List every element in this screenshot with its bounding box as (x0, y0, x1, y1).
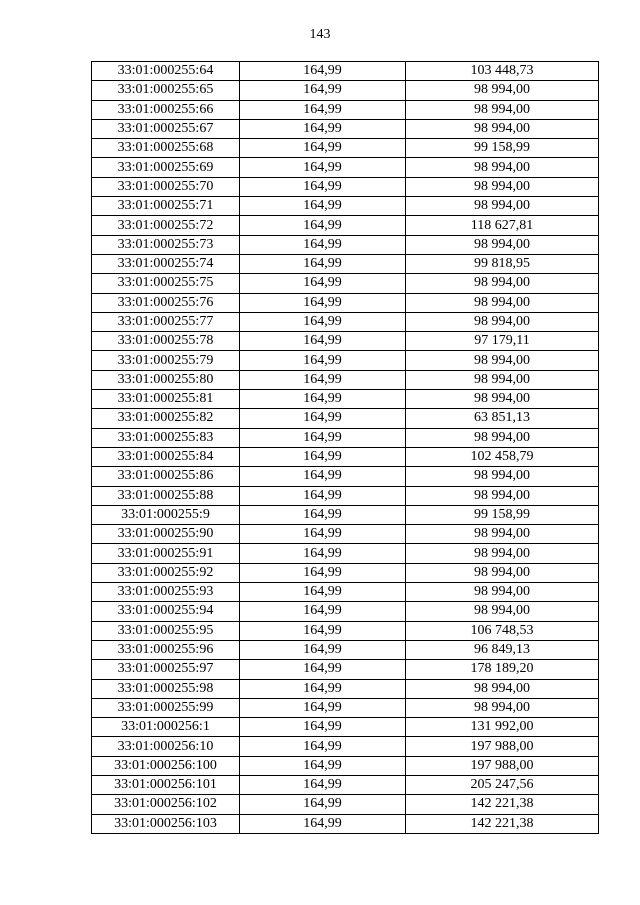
table-row (92, 197, 599, 216)
table-row (92, 583, 599, 602)
value-cell: 98 994,00 (406, 293, 599, 312)
table-row (92, 312, 599, 331)
cadastral-number-cell: 33:01:000255:95 (92, 621, 240, 640)
cadastral-number-cell: 33:01:000255:80 (92, 370, 240, 389)
table-row (92, 370, 599, 389)
value-cell: 98 994,00 (406, 274, 599, 293)
area-cell: 164,99 (240, 447, 406, 466)
table-row (92, 795, 599, 814)
cadastral-number-cell: 33:01:000255:98 (92, 679, 240, 698)
value-cell: 98 994,00 (406, 679, 599, 698)
value-cell: 197 988,00 (406, 756, 599, 775)
area-cell: 164,99 (240, 409, 406, 428)
table-row (92, 409, 599, 428)
area-cell: 164,99 (240, 254, 406, 273)
area-cell: 164,99 (240, 158, 406, 177)
cadastral-number-cell: 33:01:000255:69 (92, 158, 240, 177)
cadastral-number-cell: 33:01:000255:71 (92, 197, 240, 216)
table-row (92, 100, 599, 119)
table-row (92, 81, 599, 100)
area-cell: 164,99 (240, 795, 406, 814)
area-cell: 164,99 (240, 351, 406, 370)
cadastral-number-cell: 33:01:000255:66 (92, 100, 240, 119)
cadastral-number-cell: 33:01:000256:101 (92, 775, 240, 794)
cadastral-number-cell: 33:01:000256:102 (92, 795, 240, 814)
value-cell: 96 849,13 (406, 640, 599, 659)
value-cell: 98 994,00 (406, 563, 599, 582)
value-cell: 98 994,00 (406, 428, 599, 447)
value-cell: 142 221,38 (406, 795, 599, 814)
value-cell: 118 627,81 (406, 216, 599, 235)
cadastral-number-cell: 33:01:000255:68 (92, 139, 240, 158)
area-cell: 164,99 (240, 775, 406, 794)
value-cell: 205 247,56 (406, 775, 599, 794)
area-cell: 164,99 (240, 332, 406, 351)
cadastral-number-cell: 33:01:000255:81 (92, 390, 240, 409)
table-row (92, 679, 599, 698)
table-row (92, 235, 599, 254)
value-cell: 98 994,00 (406, 698, 599, 717)
table-row (92, 814, 599, 833)
cadastral-number-cell: 33:01:000255:83 (92, 428, 240, 447)
area-cell: 164,99 (240, 525, 406, 544)
table-row (92, 544, 599, 563)
table-row (92, 602, 599, 621)
area-cell: 164,99 (240, 235, 406, 254)
data-table (91, 61, 599, 834)
value-cell: 63 851,13 (406, 409, 599, 428)
value-cell: 106 748,53 (406, 621, 599, 640)
area-cell: 164,99 (240, 119, 406, 138)
area-cell: 164,99 (240, 390, 406, 409)
value-cell: 98 994,00 (406, 583, 599, 602)
cadastral-number-cell: 33:01:000255:96 (92, 640, 240, 659)
cadastral-number-cell: 33:01:000255:72 (92, 216, 240, 235)
cadastral-number-cell: 33:01:000255:84 (92, 447, 240, 466)
area-cell: 164,99 (240, 679, 406, 698)
table-row (92, 216, 599, 235)
value-cell: 98 994,00 (406, 235, 599, 254)
area-cell: 164,99 (240, 274, 406, 293)
area-cell: 164,99 (240, 660, 406, 679)
cadastral-number-cell: 33:01:000255:82 (92, 409, 240, 428)
cadastral-number-cell: 33:01:000255:76 (92, 293, 240, 312)
cadastral-number-cell: 33:01:000256:10 (92, 737, 240, 756)
table-row (92, 467, 599, 486)
cadastral-number-cell: 33:01:000255:79 (92, 351, 240, 370)
value-cell: 98 994,00 (406, 486, 599, 505)
area-cell: 164,99 (240, 312, 406, 331)
table-row (92, 274, 599, 293)
value-cell: 98 994,00 (406, 100, 599, 119)
cadastral-number-cell: 33:01:000255:99 (92, 698, 240, 717)
value-cell: 98 994,00 (406, 467, 599, 486)
area-cell: 164,99 (240, 216, 406, 235)
area-cell: 164,99 (240, 428, 406, 447)
area-cell: 164,99 (240, 505, 406, 524)
value-cell: 98 994,00 (406, 158, 599, 177)
cadastral-number-cell: 33:01:000255:86 (92, 467, 240, 486)
value-cell: 97 179,11 (406, 332, 599, 351)
area-cell: 164,99 (240, 544, 406, 563)
table-row (92, 756, 599, 775)
table-row (92, 563, 599, 582)
value-cell: 131 992,00 (406, 718, 599, 737)
value-cell: 98 994,00 (406, 177, 599, 196)
table-row (92, 332, 599, 351)
value-cell: 99 158,99 (406, 505, 599, 524)
area-cell: 164,99 (240, 583, 406, 602)
cadastral-number-cell: 33:01:000255:90 (92, 525, 240, 544)
table-row (92, 737, 599, 756)
value-cell: 98 994,00 (406, 119, 599, 138)
value-cell: 98 994,00 (406, 544, 599, 563)
area-cell: 164,99 (240, 197, 406, 216)
table-row (92, 390, 599, 409)
area-cell: 164,99 (240, 139, 406, 158)
area-cell: 164,99 (240, 718, 406, 737)
value-cell: 142 221,38 (406, 814, 599, 833)
cadastral-number-cell: 33:01:000255:9 (92, 505, 240, 524)
cadastral-number-cell: 33:01:000255:75 (92, 274, 240, 293)
area-cell: 164,99 (240, 640, 406, 659)
table-row (92, 62, 599, 81)
area-cell: 164,99 (240, 100, 406, 119)
value-cell: 98 994,00 (406, 525, 599, 544)
table-row (92, 718, 599, 737)
area-cell: 164,99 (240, 177, 406, 196)
cadastral-number-cell: 33:01:000256:103 (92, 814, 240, 833)
cadastral-number-cell: 33:01:000255:73 (92, 235, 240, 254)
table-row (92, 775, 599, 794)
cadastral-number-cell: 33:01:000255:74 (92, 254, 240, 273)
table-row (92, 525, 599, 544)
value-cell: 99 818,95 (406, 254, 599, 273)
cadastral-number-cell: 33:01:000255:92 (92, 563, 240, 582)
value-cell: 98 994,00 (406, 370, 599, 389)
cadastral-number-cell: 33:01:000255:70 (92, 177, 240, 196)
area-cell: 164,99 (240, 621, 406, 640)
table-row (92, 621, 599, 640)
table-row (92, 660, 599, 679)
page-number: 143 (309, 27, 331, 42)
table-row (92, 158, 599, 177)
value-cell: 99 158,99 (406, 139, 599, 158)
table-row (92, 505, 599, 524)
table-row (92, 486, 599, 505)
area-cell: 164,99 (240, 563, 406, 582)
area-cell: 164,99 (240, 602, 406, 621)
cadastral-number-cell: 33:01:000255:78 (92, 332, 240, 351)
table-row (92, 640, 599, 659)
cadastral-number-cell: 33:01:000255:91 (92, 544, 240, 563)
area-cell: 164,99 (240, 756, 406, 775)
table-row (92, 293, 599, 312)
area-cell: 164,99 (240, 293, 406, 312)
cadastral-number-cell: 33:01:000255:65 (92, 81, 240, 100)
cadastral-number-cell: 33:01:000255:77 (92, 312, 240, 331)
value-cell: 178 189,20 (406, 660, 599, 679)
value-cell: 98 994,00 (406, 312, 599, 331)
value-cell: 98 994,00 (406, 390, 599, 409)
cadastral-number-cell: 33:01:000255:64 (92, 62, 240, 81)
cadastral-number-cell: 33:01:000255:67 (92, 119, 240, 138)
value-cell: 102 458,79 (406, 447, 599, 466)
value-cell: 98 994,00 (406, 602, 599, 621)
table-row (92, 119, 599, 138)
table-row (92, 447, 599, 466)
table-row (92, 139, 599, 158)
cadastral-number-cell: 33:01:000256:100 (92, 756, 240, 775)
cadastral-number-cell: 33:01:000255:88 (92, 486, 240, 505)
value-cell: 103 448,73 (406, 62, 599, 81)
area-cell: 164,99 (240, 62, 406, 81)
table-body (92, 62, 599, 834)
area-cell: 164,99 (240, 370, 406, 389)
area-cell: 164,99 (240, 486, 406, 505)
value-cell: 98 994,00 (406, 351, 599, 370)
value-cell: 197 988,00 (406, 737, 599, 756)
area-cell: 164,99 (240, 814, 406, 833)
area-cell: 164,99 (240, 737, 406, 756)
table-row (92, 351, 599, 370)
cadastral-number-cell: 33:01:000255:93 (92, 583, 240, 602)
cadastral-number-cell: 33:01:000255:97 (92, 660, 240, 679)
table-row (92, 698, 599, 717)
table-row (92, 428, 599, 447)
value-cell: 98 994,00 (406, 197, 599, 216)
area-cell: 164,99 (240, 81, 406, 100)
area-cell: 164,99 (240, 467, 406, 486)
table-row (92, 254, 599, 273)
area-cell: 164,99 (240, 698, 406, 717)
cadastral-number-cell: 33:01:000255:94 (92, 602, 240, 621)
value-cell: 98 994,00 (406, 81, 599, 100)
cadastral-number-cell: 33:01:000256:1 (92, 718, 240, 737)
table-row (92, 177, 599, 196)
